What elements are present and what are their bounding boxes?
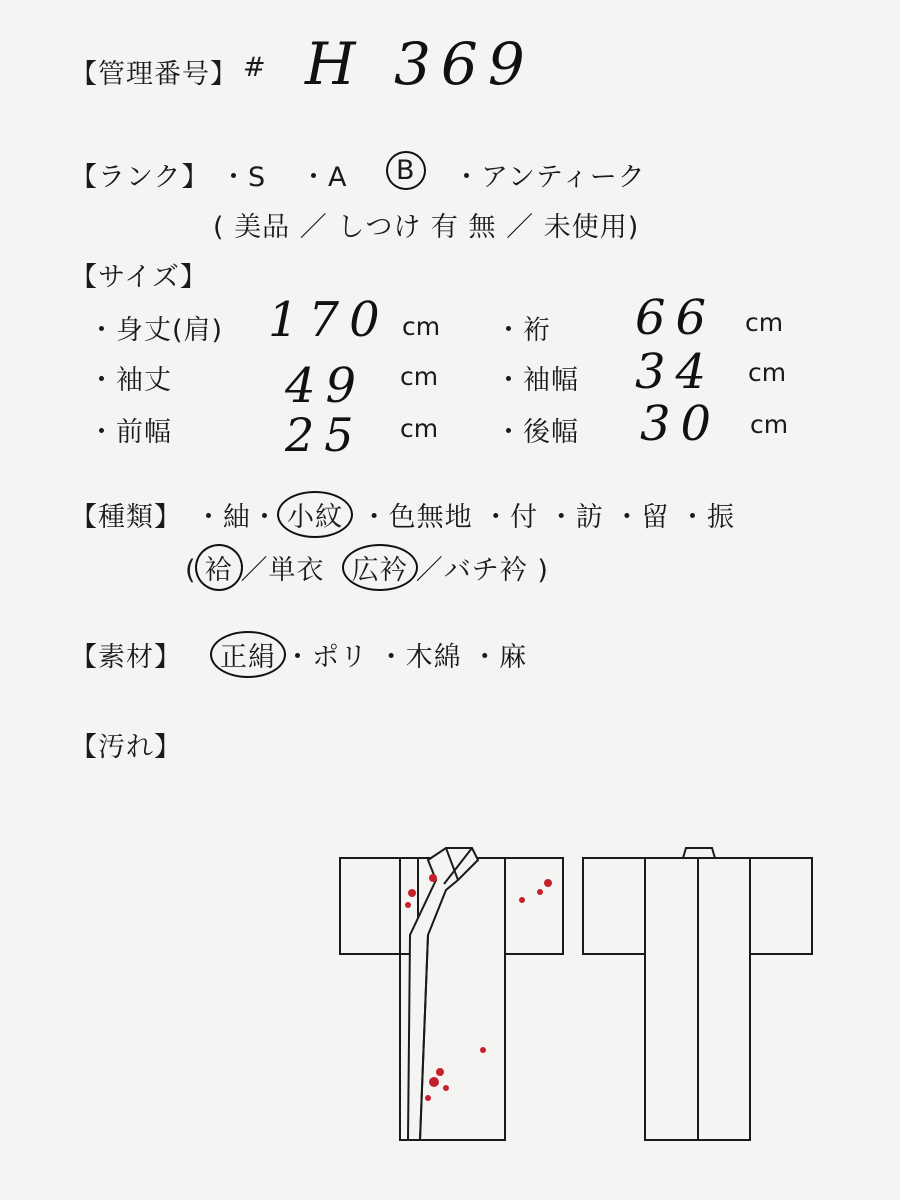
type-houmongi: ・訪 — [547, 502, 604, 533]
rank-option-s: ・S — [220, 162, 267, 193]
rank-option-antique: ・アンティーク — [453, 162, 646, 193]
type-label: 【種類】 — [70, 502, 182, 533]
separator: ／ — [299, 212, 328, 243]
material-cotton: ・木綿 — [377, 642, 462, 673]
control-number-value: H 369 — [305, 30, 535, 98]
cond-basting: しつけ — [337, 212, 422, 243]
paren-open: ( — [185, 555, 197, 586]
size-value-length: 170 — [268, 292, 390, 348]
type-komon-circled: 小紋 — [277, 491, 353, 538]
type-hiroeri-circled: 広衿 — [342, 544, 418, 591]
material-silk-circled: 正絹 — [210, 631, 286, 678]
size-value-sleeve-length: 49 — [285, 358, 367, 414]
stain-mark — [443, 1085, 449, 1091]
size-label-yuki: ・裄 — [495, 315, 551, 346]
type-dot: ・ — [251, 502, 279, 533]
stain-mark — [519, 897, 525, 903]
type-iromuji: ・色無地 — [360, 502, 473, 533]
size-value-front-width: 25 — [285, 408, 364, 462]
size-value-yuki: 66 — [635, 290, 717, 346]
cond-no: 無 — [468, 212, 497, 243]
size-label-back-width: ・後幅 — [495, 417, 579, 448]
type-hitoe: ／単衣 — [240, 555, 325, 586]
type-awase-circled: 袷 — [195, 544, 243, 591]
size-value-sleeve-width: 34 — [635, 344, 717, 400]
cond-fine: 美品 — [234, 212, 291, 243]
stain-mark — [429, 1077, 439, 1087]
stain-mark — [425, 1095, 431, 1101]
back-left-sleeve — [583, 858, 645, 954]
paren-open: ( — [213, 212, 225, 243]
type-tsumugi: ・紬 — [195, 502, 251, 533]
control-number-label: 【管理番号】 — [70, 59, 238, 90]
cond-unused: 未使用) — [543, 212, 640, 243]
stain-mark — [429, 874, 437, 882]
unit-cm: cm — [745, 308, 784, 337]
size-label-sleeve-length: ・袖丈 — [88, 365, 172, 396]
unit-cm: cm — [748, 358, 787, 387]
back-right-sleeve — [750, 858, 812, 954]
size-label-front-width: ・前幅 — [88, 417, 172, 448]
stain-mark — [544, 879, 552, 887]
stain-mark — [480, 1047, 486, 1053]
material-hemp: ・麻 — [471, 642, 528, 673]
size-label-sleeve-width: ・袖幅 — [495, 365, 579, 396]
stain-mark — [436, 1068, 444, 1076]
rank-label: 【ランク】 — [70, 162, 210, 193]
hash-sign: # — [243, 52, 267, 83]
unit-cm: cm — [400, 362, 439, 391]
stain-mark — [408, 889, 416, 897]
size-value-back-width: 30 — [640, 396, 722, 452]
paren-close: ) — [537, 555, 549, 586]
stain-mark — [537, 889, 543, 895]
size-label: 【サイズ】 — [70, 262, 208, 293]
type-tsukesage: ・付 — [482, 502, 539, 533]
front-right-sleeve — [505, 858, 563, 954]
material-label: 【素材】 — [70, 642, 182, 673]
kimono-back-diagram — [583, 848, 812, 1140]
unit-cm: cm — [402, 312, 441, 341]
rank-option-a: ・A — [300, 162, 348, 193]
type-furisode: ・振 — [678, 502, 735, 533]
material-poly: ・ポリ — [284, 642, 368, 673]
back-collar — [683, 848, 715, 858]
stain-mark — [405, 902, 411, 908]
type-bachieri: ／バチ衿 — [415, 555, 528, 586]
stain-label: 【汚れ】 — [70, 732, 182, 763]
separator: ／ — [506, 212, 535, 243]
unit-cm: cm — [400, 414, 439, 443]
type-tomesode: ・留 — [613, 502, 670, 533]
kimono-front-diagram — [340, 848, 563, 1140]
cond-yes: 有 — [430, 212, 459, 243]
rank-selected-mark: B — [386, 151, 426, 190]
unit-cm: cm — [750, 410, 789, 439]
size-label-length: ・身丈(肩) — [88, 315, 224, 346]
